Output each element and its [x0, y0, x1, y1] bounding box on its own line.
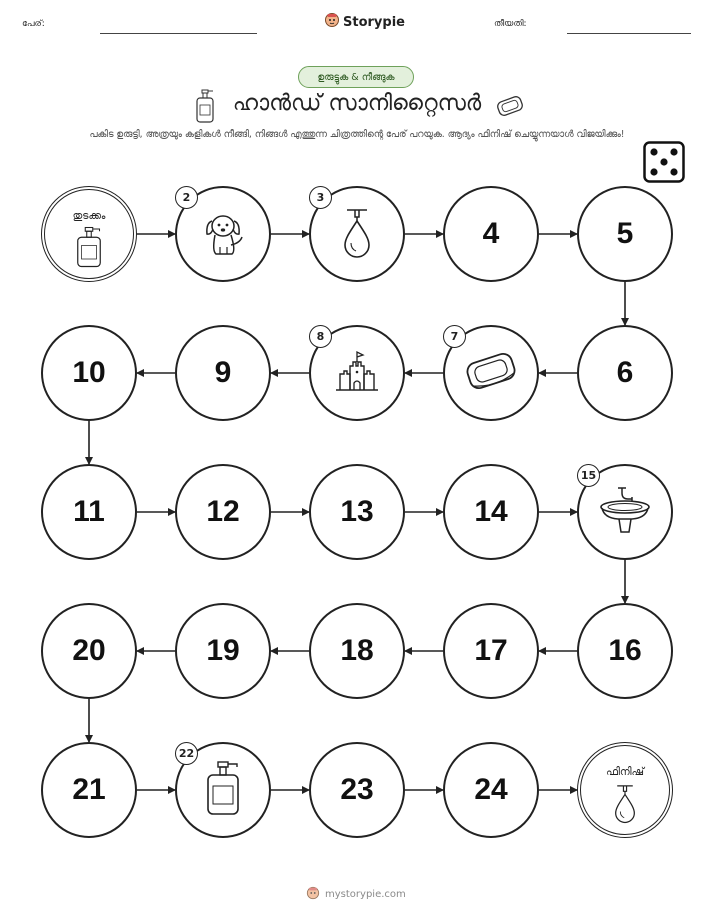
board-cell-8[interactable] [309, 325, 405, 421]
cell-number: 4 [482, 217, 500, 250]
board-cell-11[interactable] [41, 464, 137, 560]
cell-number: 17 [474, 634, 508, 667]
board-cell-24[interactable] [443, 742, 539, 838]
board-cell-4[interactable] [443, 186, 539, 282]
board-cell-19[interactable] [175, 603, 271, 699]
cell-number: 21 [72, 773, 106, 806]
board-cell-5[interactable] [577, 186, 673, 282]
cell-number: 5 [616, 217, 634, 250]
cell-number-badge: 15 [577, 464, 600, 487]
finish-label: ഫിനിഷ് [606, 766, 644, 778]
board-cell-14[interactable] [443, 464, 539, 560]
board-cell-2[interactable] [175, 186, 271, 282]
board-cell-23[interactable] [309, 742, 405, 838]
name-label: പേര്: [22, 19, 45, 29]
board-cell-6[interactable] [577, 325, 673, 421]
cell-number: 13 [340, 495, 374, 528]
footer [306, 886, 406, 903]
cell-number-badge: 8 [309, 325, 332, 348]
brand-name: Storypie [343, 14, 405, 30]
cell-number-badge: 3 [309, 186, 332, 209]
cell-number: 18 [340, 634, 374, 667]
board-cell-20[interactable] [41, 603, 137, 699]
footer-url: mystorypie.com [325, 889, 406, 900]
cell-number: 16 [608, 634, 642, 667]
sandcastle-icon [332, 348, 382, 398]
board-cell-3[interactable] [309, 186, 405, 282]
board-cell-17[interactable] [443, 603, 539, 699]
soap-drop-dispenser-icon [610, 782, 640, 828]
board-cell-22[interactable] [175, 742, 271, 838]
board-cell-25[interactable] [577, 742, 673, 838]
cell-number-badge: 22 [175, 742, 198, 765]
storypie-logo-icon [306, 886, 320, 903]
cell-number: 14 [474, 495, 508, 528]
cell-number: 10 [72, 356, 106, 389]
cell-number-badge: 2 [175, 186, 198, 209]
page-title: ഹാൻഡ് സാനിറ്റൈസർ [232, 91, 482, 116]
cell-number: 23 [340, 773, 374, 806]
board-cell-15[interactable] [577, 464, 673, 560]
cell-number: 24 [474, 773, 508, 806]
puppy-icon [198, 207, 248, 261]
board-cell-16[interactable] [577, 603, 673, 699]
board-cell-18[interactable] [309, 603, 405, 699]
activity-badge: ഉരുട്ടുക & നീങ്ങുക [298, 66, 414, 88]
cell-number: 9 [214, 356, 232, 389]
cell-number-badge: 7 [443, 325, 466, 348]
cell-number: 20 [72, 634, 106, 667]
instructions: പകിട ഉരുട്ടി, അത്രയും കളികൾ നീങ്ങി, നിങ്ങൾ എത്തുന്ന ചിത്രത്തിന്റെ പേര് പറയുക. ആദ്യം ഫിനിഷ് ചെയ്യുന്നയാൾ വിജയിക്കും! [89, 129, 625, 140]
board-cell-13[interactable] [309, 464, 405, 560]
board-cell-7[interactable] [443, 325, 539, 421]
soap-drop-dispenser-icon [339, 205, 375, 263]
board-cell-9[interactable] [175, 325, 271, 421]
cell-number: 12 [206, 495, 240, 528]
board-cell-21[interactable] [41, 742, 137, 838]
board-cell-10[interactable] [41, 325, 137, 421]
cell-number: 6 [616, 356, 634, 389]
date-label: തീയതി: [494, 19, 527, 29]
cell-number: 11 [73, 495, 105, 528]
start-label: തുടക്കം [72, 210, 106, 222]
cell-number: 19 [206, 634, 240, 667]
soap-bar-icon [462, 350, 520, 396]
board-cell-1[interactable] [41, 186, 137, 282]
sink-icon [598, 485, 652, 539]
sanitizer-bottle-icon [74, 226, 104, 272]
board-cell-12[interactable] [175, 464, 271, 560]
sanitizer-bottle-icon [203, 760, 243, 820]
